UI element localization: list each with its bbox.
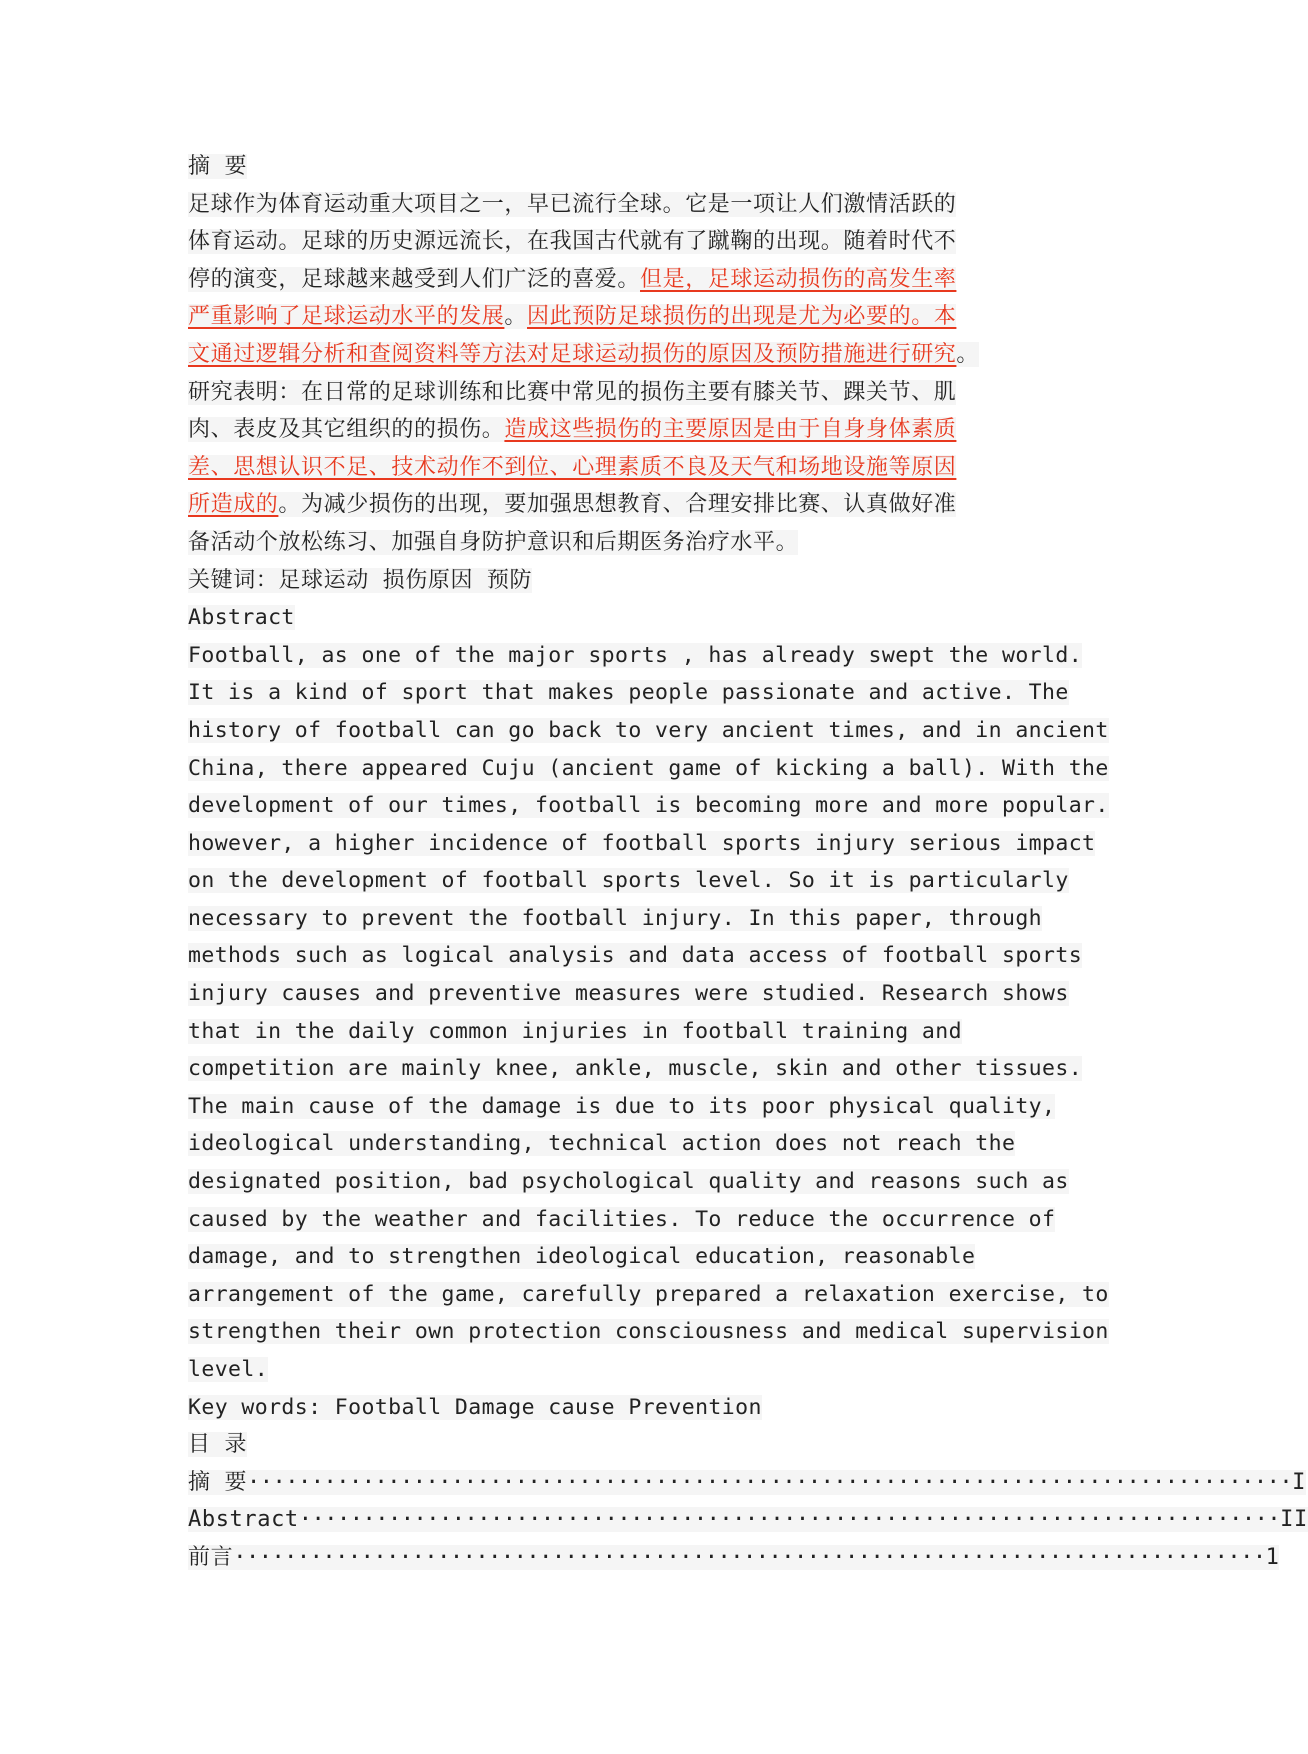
en-abstract-line-text: caused by the weather and facilities. To reduce the occurrence of [188, 1206, 1056, 1232]
en-abstract-line-text: methods such as logical analysis and data access of football sports [188, 943, 1083, 969]
cn-abstract-heading: 摘 要 [188, 154, 248, 179]
en-abstract-line-text: damage, and to strengthen ideological education, reasonable [188, 1244, 976, 1270]
body-text: 。 [956, 341, 980, 367]
cn-abstract-line [188, 524, 1068, 562]
en-abstract-line [188, 1201, 1068, 1239]
en-abstract-line-text: It is a kind of sport that makes people passionate and active. The [188, 680, 1069, 706]
body-text: 研究表明：在日常的足球训练和比赛中常见的损伤主要有膝关节、踝关节、肌 [188, 379, 957, 405]
cn-abstract-line [188, 261, 1068, 299]
en-abstract-line [188, 1351, 1068, 1389]
cn-abstract-line [188, 486, 1068, 524]
en-abstract-line-text: injury causes and preventive measures were studied. Research shows [188, 981, 1069, 1007]
en-abstract-line [188, 1050, 1083, 1088]
en-abstract-line [188, 637, 1083, 675]
en-abstract-line-text: necessary to prevent the football injury. In this paper, through [188, 905, 1043, 931]
body-text: 。为减少损伤的出现，要加强思想教育、合理安排比赛、认真做好准 [278, 492, 957, 518]
body-text: 备活动个放松练习、加强自身防护意识和后期医务治疗水平。 [188, 529, 799, 555]
body-text: 足球作为体育运动重大项目之一，早已流行全球。它是一项让人们激情活跃的 [188, 191, 957, 217]
table-of-contents [188, 1464, 1308, 1577]
highlighted-text: 所造成的 [188, 492, 279, 518]
en-abstract-line-text: The main cause of the damage is due to its poor physical quality, [188, 1093, 1056, 1119]
en-abstract-line [188, 1276, 1109, 1314]
body-text: 停的演变，足球越来越受到人们广泛的喜爱。 [188, 266, 641, 292]
cn-abstract-line [188, 336, 1068, 374]
highlighted-text: 但是，足球运动损伤的高发生率 [640, 266, 957, 292]
cn-abstract-line-text [188, 304, 956, 329]
en-abstract-line-text: on the development of football sports level. So it is particularly [188, 868, 1069, 894]
body-text: 。 [504, 304, 528, 330]
cn-abstract-line [188, 449, 1068, 487]
en-abstract-line [188, 1163, 1068, 1201]
en-abstract-line [188, 1013, 1068, 1051]
toc-page-number: II [1280, 1507, 1308, 1533]
toc-entry [188, 1539, 1280, 1577]
cn-abstract-line-text [188, 229, 956, 254]
cn-abstract-line [188, 298, 1068, 336]
en-abstract-line [188, 1088, 1068, 1126]
highlighted-text: 因此预防足球损伤的出现是尤为必要的。本 [527, 304, 957, 330]
en-abstract-heading: Abstract [188, 605, 295, 631]
highlighted-text: 严重影响了足球运动水平的发展 [188, 304, 505, 330]
cn-abstract-body [188, 186, 1068, 562]
en-abstract-line-text: designated position, bad psychological quality and reasons such as [188, 1169, 1069, 1195]
en-abstract-line [188, 975, 1068, 1013]
en-abstract-line [188, 937, 1083, 975]
toc-entry-label: Abstract [188, 1507, 299, 1533]
toc-page-number: 1 [1265, 1544, 1280, 1570]
en-abstract-line-text: development of our times, football is becoming more and more popular. [188, 793, 1109, 819]
en-abstract-line-text: Football, as one of the major sports , has already swept the world. [188, 642, 1083, 668]
en-abstract-line [188, 674, 1068, 712]
cn-abstract-line [188, 411, 1068, 449]
en-abstract-line [188, 787, 1109, 825]
en-abstract-line [188, 900, 1068, 938]
toc-page-number: I [1292, 1469, 1307, 1495]
toc-heading: 目 录 [188, 1432, 248, 1458]
en-abstract-line [188, 712, 1109, 750]
cn-abstract-line-text [188, 342, 979, 367]
cn-abstract-line [188, 223, 1068, 261]
en-abstract-line-text: level. [188, 1357, 269, 1382]
toc-leader-dots: ············································································· [298, 1507, 1281, 1533]
cn-abstract-line-text [188, 492, 956, 517]
cn-abstract-line-text [188, 455, 956, 480]
highlighted-text: 造成这些损伤的主要原因是由于自身身体素质 [504, 417, 957, 443]
en-abstract-line [188, 825, 1096, 863]
cn-abstract-line-text [188, 530, 798, 555]
en-abstract-line-text: ideological understanding, technical action does not reach the [188, 1131, 1016, 1157]
en-abstract-line [188, 1238, 1068, 1276]
cn-abstract-line-text [188, 380, 956, 405]
en-keywords: Key words: Football Damage cause Prevention [188, 1394, 762, 1420]
cn-abstract-line-text [188, 267, 956, 292]
toc-leader-dots: ·················································································· [247, 1469, 1293, 1495]
cn-abstract-line [188, 186, 1068, 224]
body-text: 体育运动。足球的历史源远流长，在我国古代就有了蹴鞠的出现。随着时代不 [188, 229, 957, 255]
cn-abstract-line-text [188, 192, 956, 217]
toc-entry-text [188, 1545, 1279, 1570]
en-abstract-line [188, 862, 1068, 900]
toc-entry [188, 1464, 1307, 1502]
en-abstract-line-text: however, a higher incidence of football sports injury serious impact [188, 830, 1096, 856]
cn-keywords: 关键词：足球运动 损伤原因 预防 [188, 567, 533, 593]
cn-abstract-line-text [188, 417, 956, 442]
highlighted-text: 文通过逻辑分析和查阅资料等方法对足球运动损伤的原因及预防措施进行研究 [188, 341, 957, 367]
en-abstract-body [188, 637, 1109, 1389]
toc-entry-label: 前言 [188, 1544, 234, 1570]
toc-entry-text [188, 1507, 1308, 1532]
toc-entry-text [188, 1470, 1306, 1495]
en-abstract-line [188, 1313, 1109, 1351]
toc-entry-label: 摘 要 [188, 1469, 248, 1495]
en-abstract-line [188, 750, 1109, 788]
en-abstract-line [188, 1125, 1068, 1163]
body-text: 肉、表皮及其它组织的的损伤。 [188, 417, 505, 443]
toc-leader-dots: ················································································· [233, 1544, 1266, 1570]
en-abstract-line-text: that in the daily common injuries in football training and [188, 1018, 962, 1044]
en-abstract-line-text: strengthen their own protection consciousness and medical supervision [188, 1319, 1109, 1345]
en-abstract-line-text: arrangement of the game, carefully prepared a relaxation exercise, to [188, 1281, 1109, 1307]
cn-abstract-line [188, 374, 1068, 412]
highlighted-text: 差、思想认识不足、技术动作不到位、心理素质不良及天气和场地设施等原因 [188, 454, 957, 480]
document-content [188, 148, 1308, 1577]
en-abstract-line-text: China, there appeared Cuju (ancient game of kicking a ball). With the [188, 755, 1109, 781]
en-abstract-line-text: history of football can go back to very ancient times, and in ancient [188, 717, 1109, 743]
en-abstract-line-text: competition are mainly knee, ankle, muscle, skin and other tissues. [188, 1056, 1083, 1082]
toc-entry [188, 1501, 1308, 1539]
